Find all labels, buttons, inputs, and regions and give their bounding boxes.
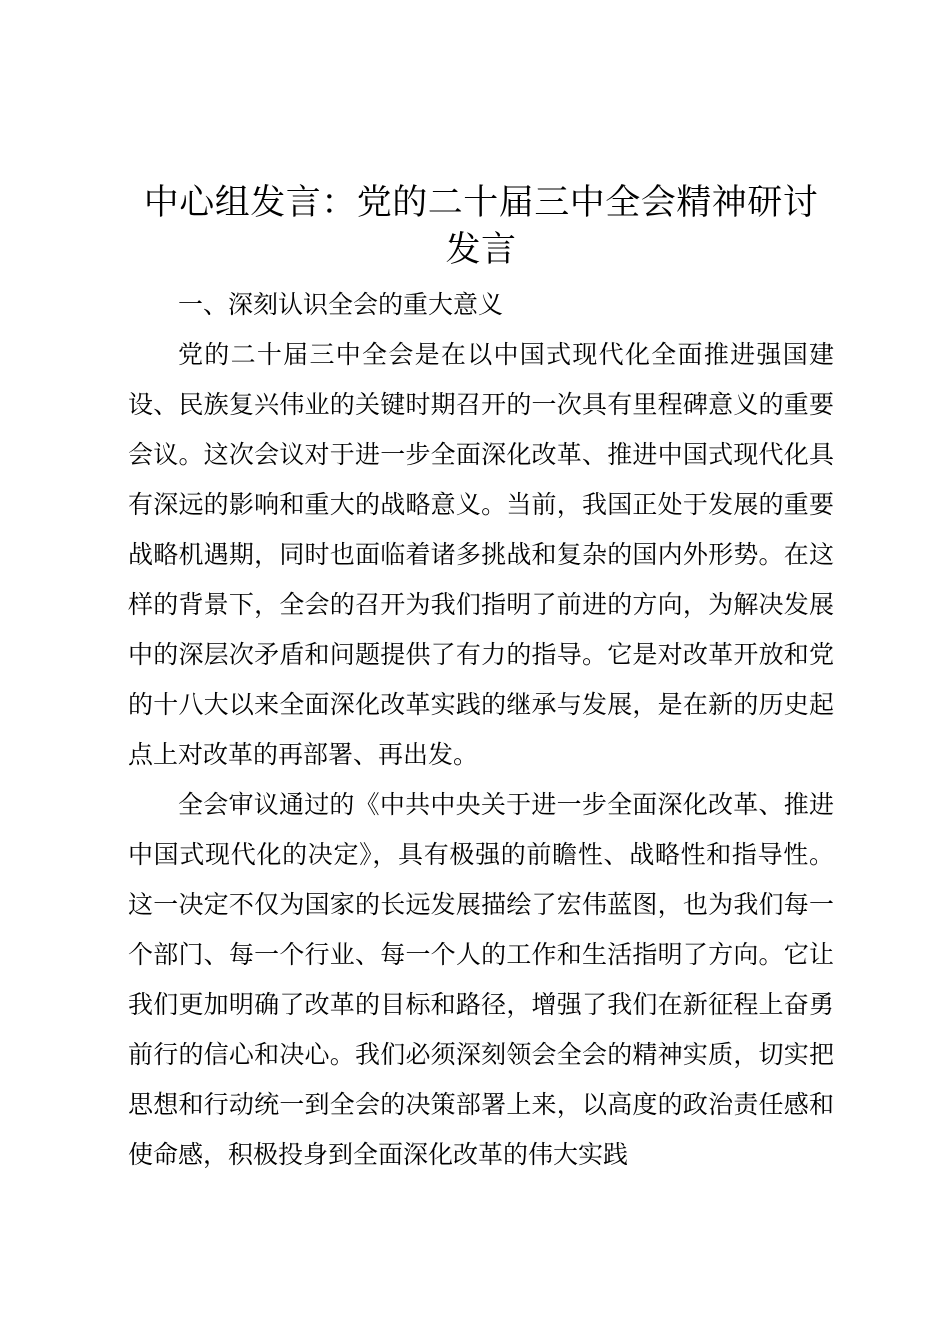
document-title: 中心组发言：党的二十届三中全会精神研讨发言 xyxy=(143,183,819,270)
paragraph-1: 党的二十届三中全会是在以中国式现代化全面推进强国建设、民族复兴伟业的关键时期召开的一次具有里程碑意义的重要会议。这次会议对于进一步全面深化改革、推进中国式现代化具有深远的影响和重大的战略意义。当前，我国正处于发展的重要战略机遇期，同时也面临着诸多挑战和复杂的国内外形势。在这样的背景下，全会的召开为我们指明了前进的方向，为解决发展中的深层次矛盾和问题提供了有力的指导。它是对改革开放和党的十八大以来全面深化改革实践的继承与发展，是在新的历史起点上对改革的再部署、再出发。 xyxy=(128,340,834,769)
paragraph-2: 全会审议通过的《中共中央关于进一步全面深化改革、推进中国式现代化的决定》，具有极强的前瞻性、战略性和指导性。这一决定不仅为国家的长远发展描绘了宏伟蓝图，也为我们每一个部门、每一个行业、每一个人的工作和生活指明了方向。它让我们更加明确了改革的目标和路径，增强了我们在新征程上奋勇前行的信心和决心。我们必须深刻领会全会的精神实质，切实把思想和行动统一到全会的决策部署上来，以高度的政治责任感和使命感，积极投身到全面深化改革的伟大实践 xyxy=(128,790,834,1169)
section-heading: 一、深刻认识全会的重大意义 xyxy=(178,290,504,319)
